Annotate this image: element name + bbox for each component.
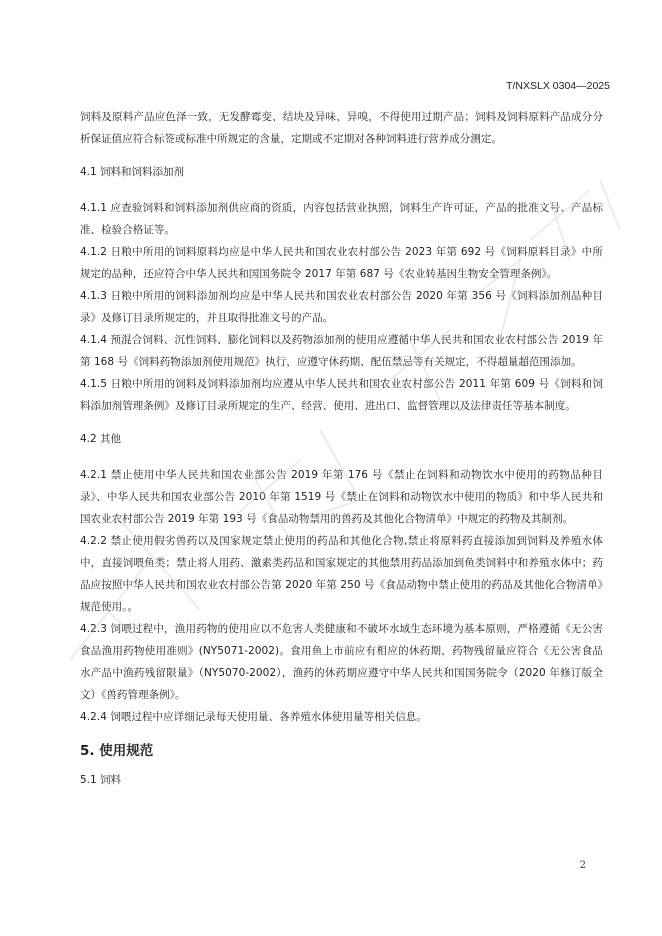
section-heading-4-2: 4.2 其他 <box>80 433 122 445</box>
page-body <box>80 106 603 791</box>
clause-4-1-4: 4.1.4 预混合饲料、沉性饲料、膨化饲料以及药物添加剂的使用应遵循中华人民共和国农业农村部公告 2019 年第 168 号《饲料药物添加剂使用规范》执行，应遵守休药期、配伍禁忌等有关规定，不得超量超范围添加。 <box>80 334 603 368</box>
clause-4-1-3: 4.1.3 日粮中所用的饲料添加剂均应是中华人民共和国农业农村部公告 2020 年第 356 号《饲料添加剂品种目录》及修订目录所规定的，并且取得批准文号的产品。 <box>80 290 603 324</box>
page-number: 2 <box>579 860 586 871</box>
clause-4-1-2: 4.1.2 日粮中所用的饲料原料均应是中华人民共和国农业农村部公告 2023 年第 692 号《饲料原料目录》中所规定的品种，还应符合中华人民共和国国务院令 2017 年第 687 号《农业转基因生物安全管理条例》。 <box>80 246 603 280</box>
section-heading-5-1: 5.1 饲料 <box>80 774 122 786</box>
clause-4-2-2: 4.2.2 禁止使用假劣兽药以及国家规定禁止使用的药品和其他化合物,禁止将原料药直接添加到饲料及养殖水体中，直接饲喂鱼类；禁止将人用药、激素类药品和国家规定的其他禁用药品添加到鱼类饲料中和养殖水体中；药品应按照中华人民共和国农业农村部公告第 2020 年第 250 号《食品动物中禁止使用的药品及其他化合物清单》规范使用。。 <box>80 535 603 613</box>
clause-4-1-5: 4.1.5 日粮中所用的饲料及饲料添加剂均应遵从中华人民共和国农业农村部公告 2011 年第 609 号《饲料和饲料添加剂管理条例》及修订目录所规定的生产、经营、使用、进出口、监督管理以及法律责任等基本制度。 <box>80 378 603 412</box>
paragraph-feed-quality: 饲料及原料产品应色泽一致，无发酵霉变、结块及异味、异嗅，不得使用过期产品；饲料及饲料原料产品成分分析保证值应符合标签或标准中所规定的含量，定期或不定期对各种饲料进行营养成分测定。 <box>80 111 603 145</box>
clause-4-2-1: 4.2.1 禁止使用中华人民共和国农业部公告 2019 年第 176 号《禁止在饲料和动物饮水中使用的药物品种目录》、中华人民共和国农业部公告 2010 年第 1519 号《禁止在饲料和动物饮水中使用的物质》和中华人民共和国农业农村部公告 2019 年第 193 号《食品动物禁用的兽药及其他化合物清单》中规定的药物及其制剂。 <box>80 469 603 525</box>
chapter-heading-5: 5. 使用规范 <box>80 743 154 759</box>
document-code: T/NXSLX 0304—2025 <box>506 80 610 92</box>
clause-4-2-4: 4.2.4 饲喂过程中应详细记录每天使用量、各养殖水体使用量等相关信息。 <box>80 711 427 723</box>
section-heading-4-1: 4.1 饲料和饲料添加剂 <box>80 166 185 178</box>
clause-4-1-1: 4.1.1 应查验饲料和饲料添加剂供应商的资质，内容包括营业执照，饲料生产许可证，产品的批准文号、产品标准、检验合格证等。 <box>80 202 603 236</box>
clause-4-2-3: 4.2.3 饲喂过程中，渔用药物的使用应以不危害人类健康和不破坏水域生态环境为基本原则，严格遵循《无公害食品渔用药物使用准则》(NY5071-2002)。食用鱼上市前应有相应的休药期，药物残留量应符合《无公害食品水产品中渔药残留限量》（NY5070-2002），渔药的休药期应遵守中华人民共和国国务院令（2020 年修订版全文）《兽药管理条例》。 <box>80 623 603 701</box>
